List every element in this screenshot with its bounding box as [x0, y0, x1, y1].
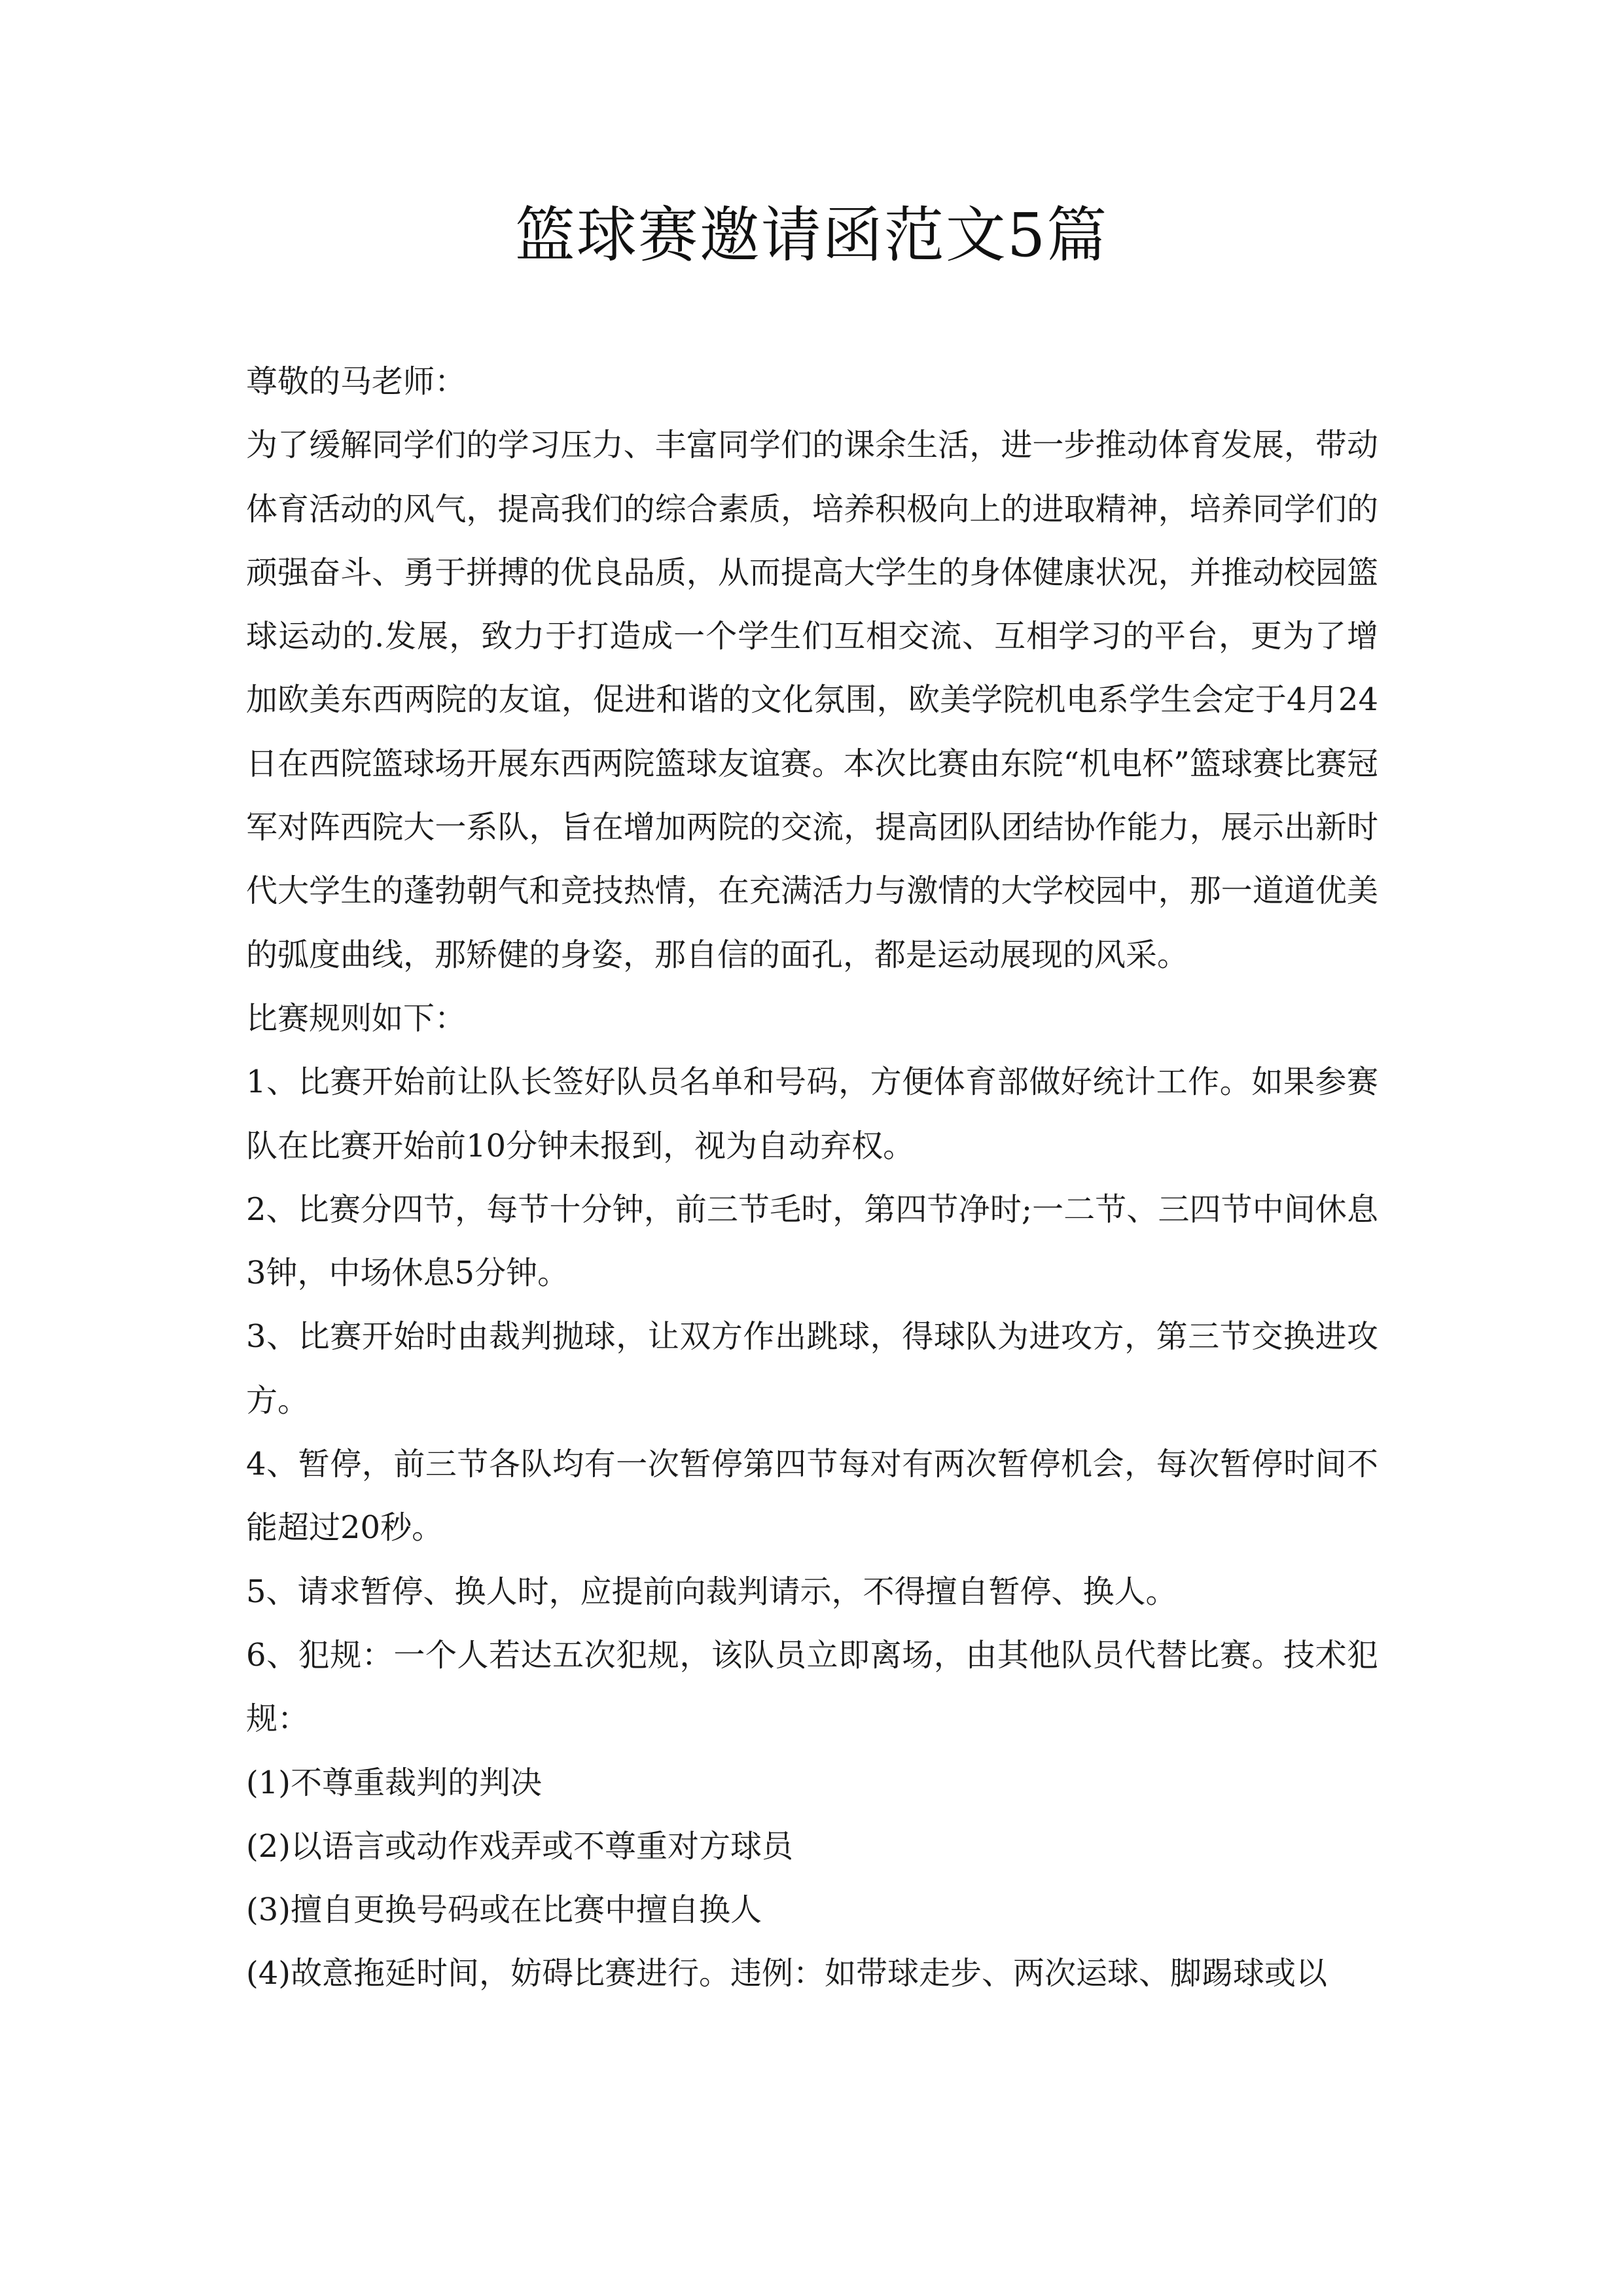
- foul-item: (4)故意拖延时间，妨碍比赛进行。违例：如带球走步、两次运球、脚踢球或以: [246, 1955, 1327, 1992]
- rule-item: 5、请求暂停、换人时，应提前向裁判请示，不得擅自暂停、换人。: [246, 1573, 1177, 1610]
- foul-item: (1)不尊重裁判的判决: [246, 1764, 542, 1801]
- rule-item: 4、暂停，前三节各队均有一次暂停第四节每对有两次暂停机会，每次暂停时间不能超过20秒。: [246, 1446, 1378, 1547]
- rule-item: 2、比赛分四节，每节十分钟，前三节毛时，第四节净时;一二节、三四节中间休息3钟，中场休息5分钟。: [246, 1191, 1378, 1292]
- rule-item: 6、犯规：一个人若达五次犯规，该队员立即离场，由其他队员代替比赛。技术犯规：: [246, 1636, 1378, 1738]
- rule-item: 1、比赛开始前让队长签好队员名单和号码，方便体育部做好统计工作。如果参赛队在比赛开始前10分钟未报到，视为自动弃权。: [246, 1064, 1378, 1164]
- document-title: 篮球赛邀请函范文5篇: [514, 200, 1109, 270]
- salutation: 尊敬的马老师：: [246, 363, 467, 400]
- foul-item: (2)以语言或动作戏弄或不尊重对方球员: [246, 1827, 793, 1865]
- document-body: [246, 350, 1378, 2006]
- rules-heading: 比赛规则如下：: [246, 999, 467, 1037]
- rule-item: 3、比赛开始时由裁判抛球，让双方作出跳球，得球队为进攻方，第三节交换进攻方。: [246, 1318, 1378, 1419]
- paragraph-intro: 为了缓解同学们的学习压力、丰富同学们的课余生活，进一步推动体育发展，带动体育活动的风气，提高我们的综合素质，培养积极向上的进取精神，培养同学们的顽强奋斗、勇于拼搏的优良品质，从而提高大学生的身体健康状况，并推动校园篮球运动的.发展，致力于打造成一个学生们互相交流、互相学习的平台，更为了增加欧美东西两院的友谊，促进和谐的文化氛围，欧美学院机电系学生会定于4月24日在西院篮球场开展东西两院篮球友谊赛。本次比赛由东院“机电杯”篮球赛比赛冠军对阵西院大一系队，旨在增加两院的交流，提高团队团结协作能力，展示出新时代大学生的蓬勃朝气和竞技热情，在充满活力与激情的大学校园中，那一道道优美的弧度曲线，那矫健的身姿，那自信的面孔，都是运动展现的风采。: [246, 427, 1378, 973]
- foul-item: (3)擅自更换号码或在比赛中擅自换人: [246, 1892, 762, 1929]
